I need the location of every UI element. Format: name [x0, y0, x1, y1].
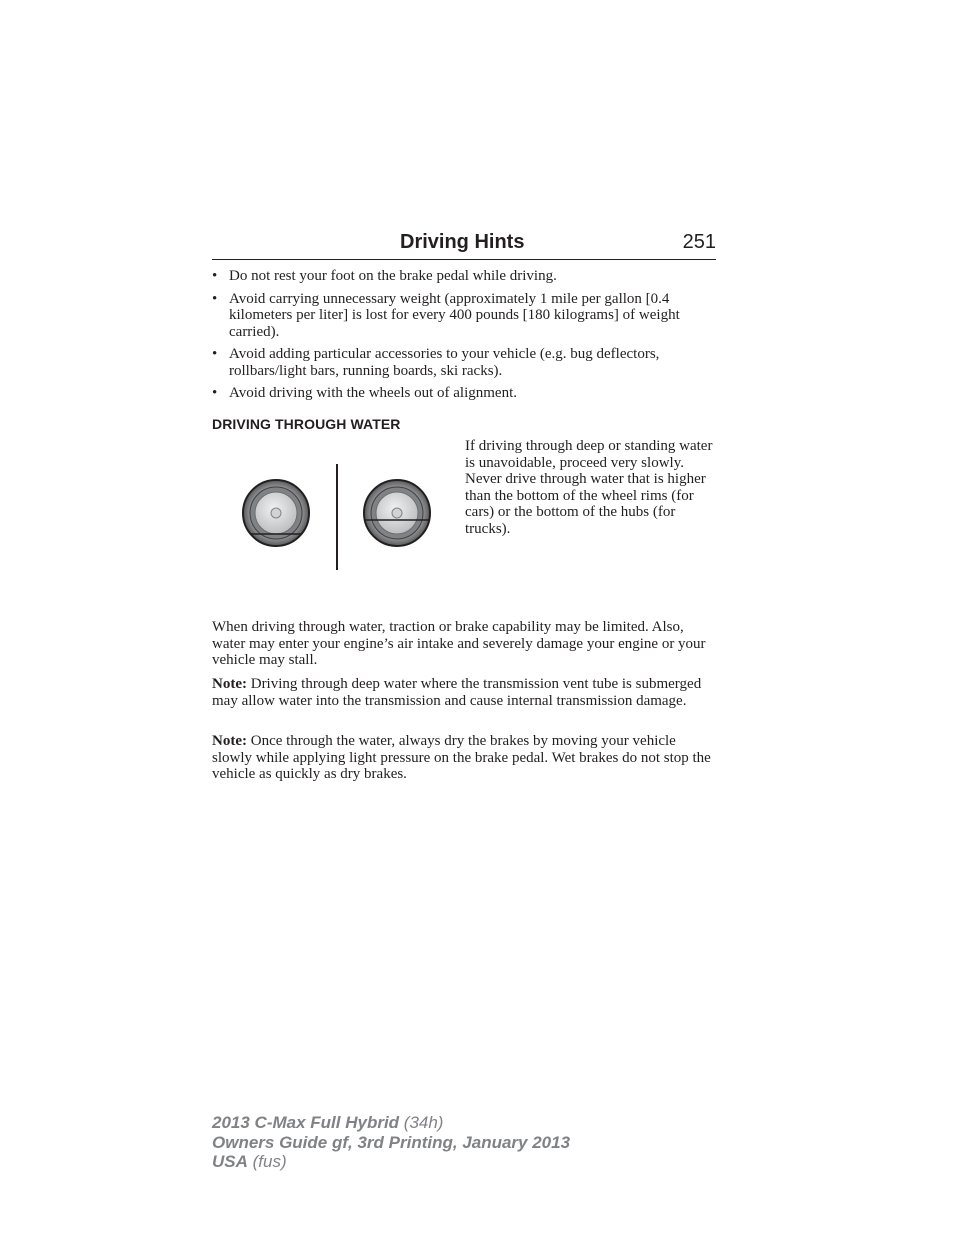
bullet-icon: • [212, 346, 218, 362]
list-item-text: Do not rest your foot on the brake pedal while driving. [229, 268, 557, 284]
list-item [212, 385, 712, 402]
footer-market-code: (fus) [247, 1152, 287, 1171]
page-header [212, 228, 716, 260]
note-text: Driving through deep water where the transmission vent tube is submerged may allow water into the transmission and cause internal transmission damage. [212, 676, 702, 709]
list-item [212, 268, 712, 285]
footer-market: USA [212, 1152, 248, 1171]
footer-line-printing [212, 1133, 570, 1153]
list-item-text: Avoid adding particular accessories to your vehicle (e.g. bug deflectors, rollbars/light bars, running boards, ski racks). [229, 346, 660, 379]
section-heading: DRIVING THROUGH WATER [212, 416, 401, 432]
document-footer [212, 1113, 570, 1172]
footer-model: 2013 C-Max Full Hybrid [212, 1113, 400, 1132]
bullet-icon: • [212, 290, 218, 307]
note-brakes [212, 733, 716, 783]
page-title: Driving Hints [400, 231, 525, 253]
list-item-text: Avoid carrying unnecessary weight (approximately 1 mile per gallon [0.4 kilometers per liter] is lost for every 400 pounds [180 kilograms] of weight carried). [229, 290, 680, 340]
truck-wheel-water-level-icon [364, 480, 430, 546]
bullet-icon: • [212, 268, 218, 284]
footer-line-model [212, 1113, 570, 1133]
note-label: Note: [212, 733, 247, 749]
page-number: 251 [682, 231, 716, 253]
note-text: Once through the water, always dry the brakes by moving your vehicle slowly while applying light pressure on the brake pedal. Wet brakes do not stop the vehicle as quickly as dry brakes. [212, 733, 711, 782]
note-transmission [212, 676, 716, 709]
footer-line-market [212, 1152, 570, 1172]
list-item-text: Avoid driving with the wheels out of alignment. [229, 385, 518, 401]
list-item [212, 346, 712, 379]
water-warning-text: If driving through deep or standing water is unavoidable, proceed very slowly. Never drive through water that is higher than the bottom of the wheel rims (for cars) or the bottom of the hubs (for trucks). [465, 438, 713, 537]
traction-paragraph: When driving through water, traction or brake capability may be limited. Also, water may enter your engine’s air intake and severely damage your engine or your vehicle may stall. [212, 619, 706, 668]
tips-list [212, 268, 712, 408]
note-label: Note: [212, 676, 247, 692]
list-item [212, 291, 712, 341]
bullet-icon: • [212, 385, 218, 401]
footer-printing: Owners Guide gf, 3rd Printing, January 2013 [212, 1132, 571, 1152]
water-level-figure [236, 462, 440, 572]
footer-model-code: (34h) [399, 1113, 444, 1132]
car-wheel-water-level-icon [243, 480, 309, 546]
